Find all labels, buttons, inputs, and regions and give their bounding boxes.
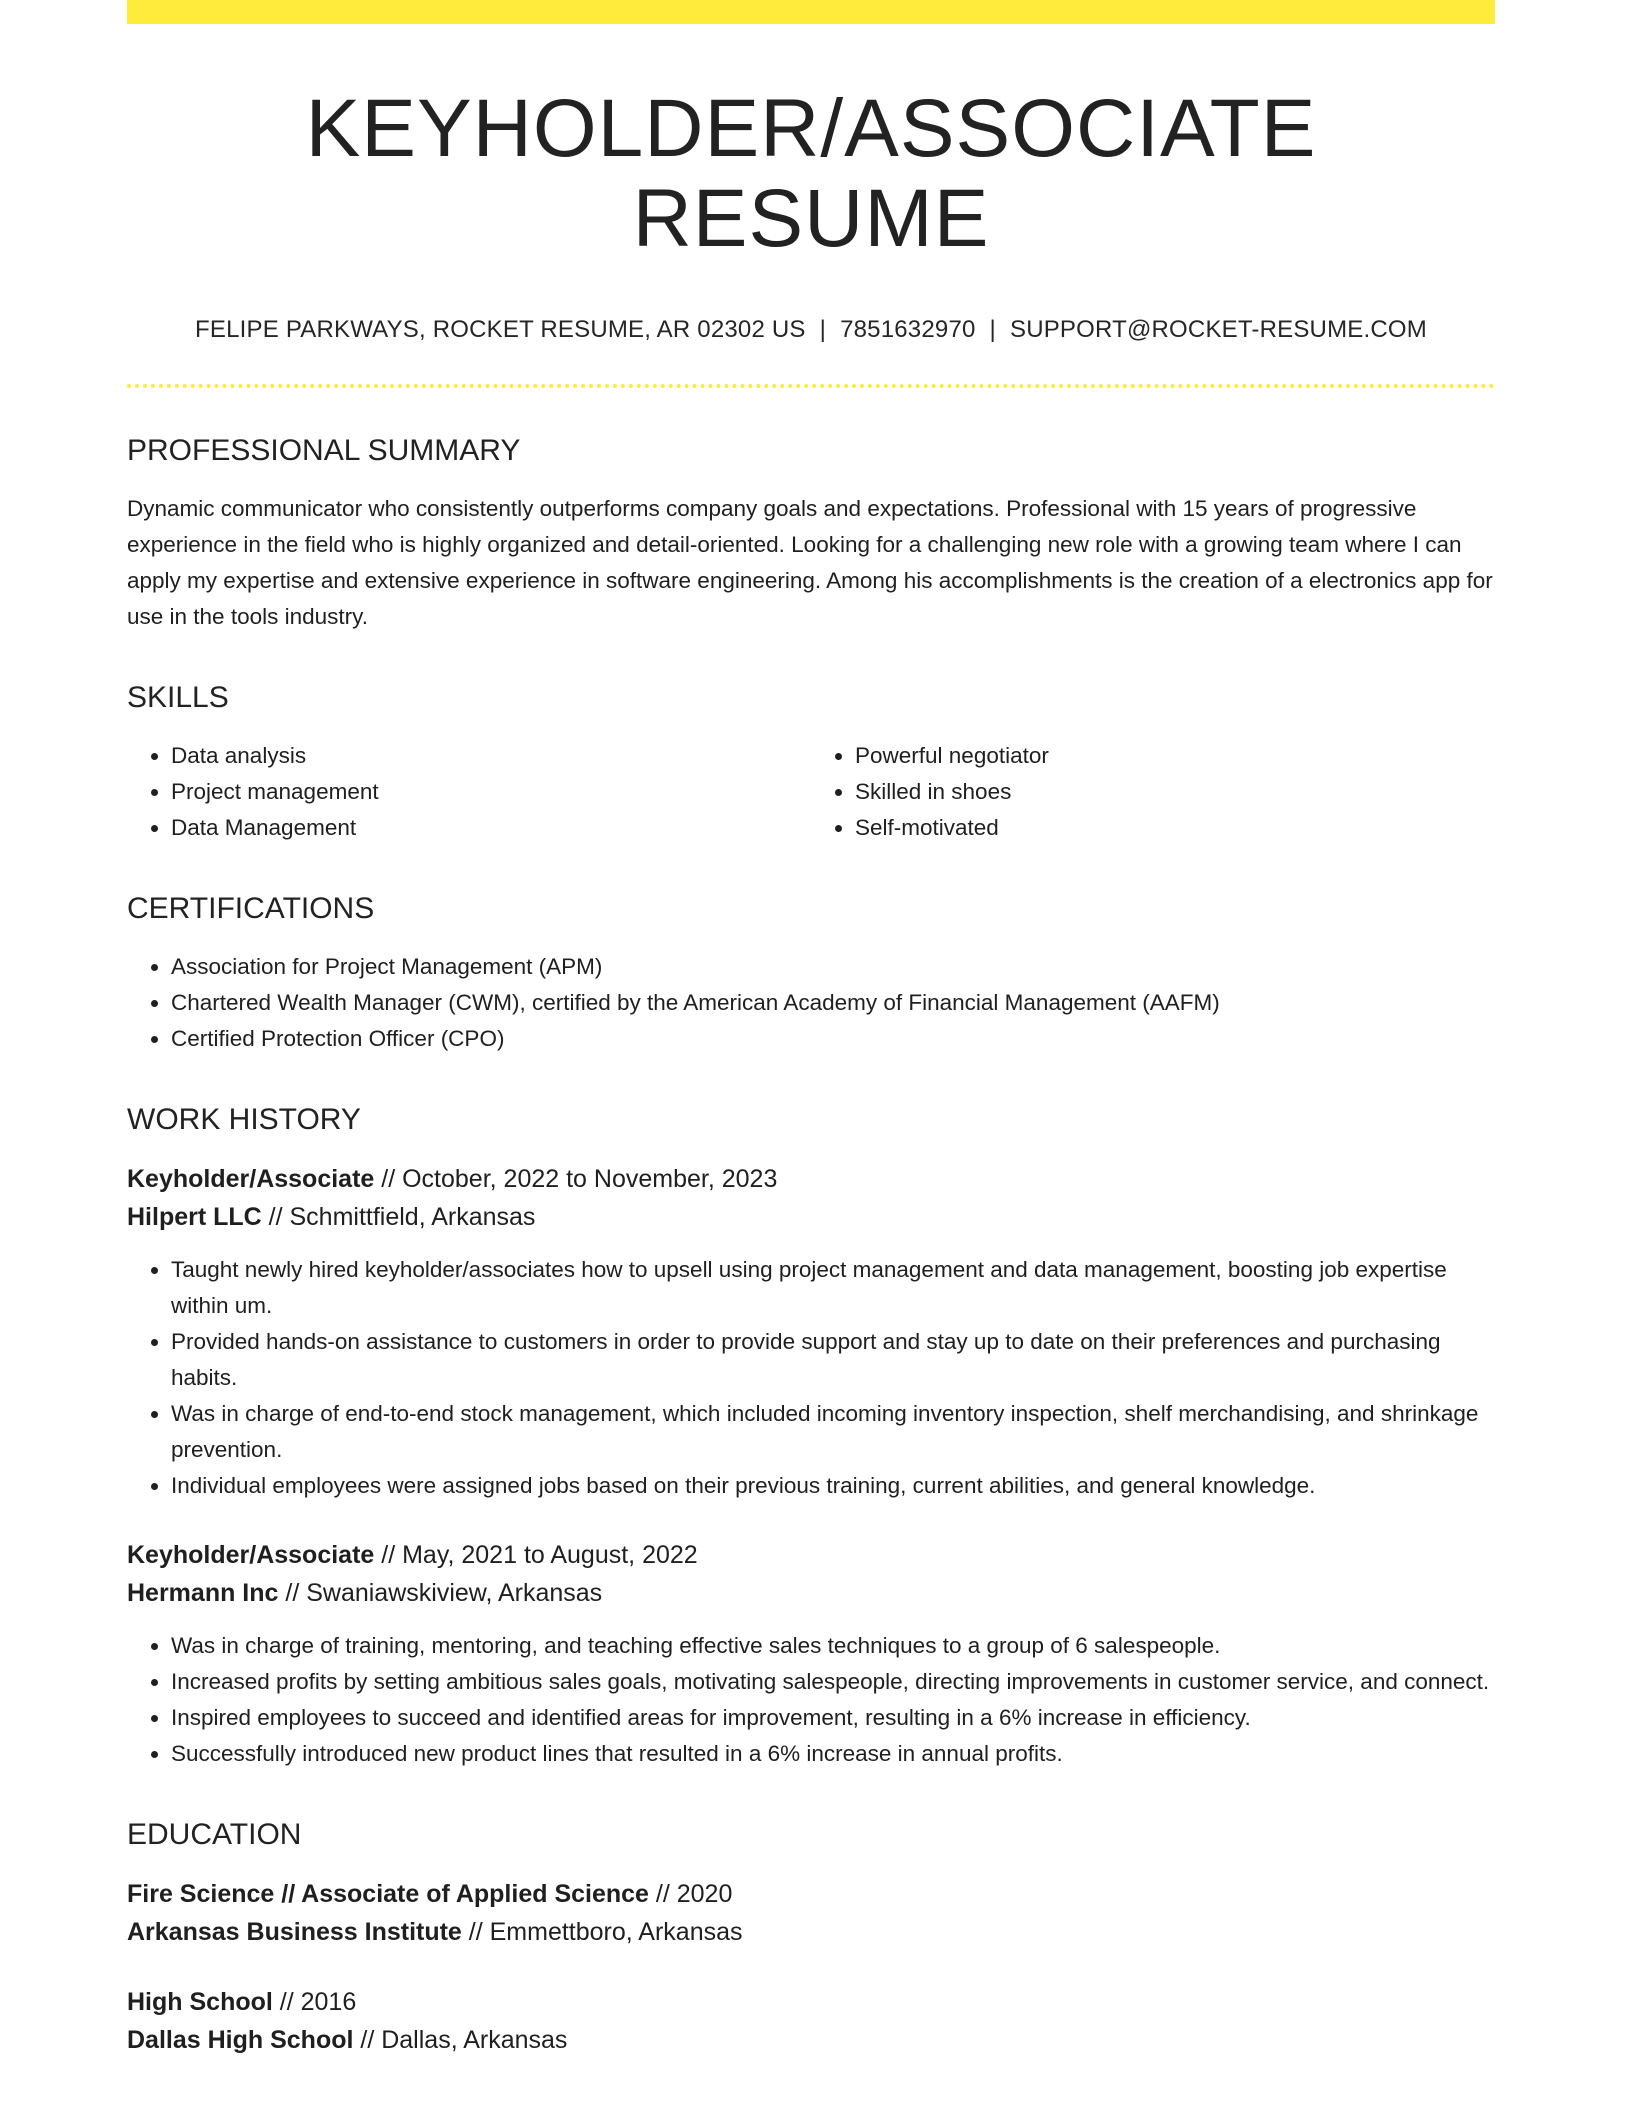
- certifications-heading: CERTIFICATIONS: [127, 892, 375, 926]
- certification-item: • Association for Project Management (APM): [171, 949, 1495, 985]
- education-entry: [127, 1983, 1495, 2059]
- job-bullet: • Successfully introduced new product lines that resulted in a 6% increase in annual profits.: [171, 1736, 1495, 1772]
- job-dates: // May, 2021 to August, 2022: [374, 1541, 698, 1570]
- job-location: // Swaniawskiview, Arkansas: [278, 1579, 603, 1608]
- accent-top-bar: [127, 0, 1495, 24]
- education-year: // 2016: [272, 1988, 357, 2017]
- job-bullet: • Individual employees were assigned jobs based on their previous training, current abilities, and general knowledge.: [171, 1468, 1495, 1504]
- certification-item: • Certified Protection Officer (CPO): [171, 1021, 1495, 1057]
- education-heading: EDUCATION: [127, 1818, 302, 1852]
- job-entry: [127, 1536, 1495, 1772]
- job-location: // Schmittfield, Arkansas: [261, 1203, 536, 1232]
- job-company: Hilpert LLC: [127, 1203, 262, 1232]
- contact-phone: 7851632970: [840, 316, 976, 344]
- contact-separator: |: [989, 316, 996, 344]
- job-company-line: [127, 1198, 1495, 1236]
- skills-list: [127, 714, 1495, 846]
- education-school-line: [127, 1913, 1495, 1951]
- certification-item: • Chartered Wealth Manager (CWM), certified by the American Academy of Financial Management (AAFM): [171, 985, 1495, 1021]
- skill-item: • Self-motivated: [855, 810, 1495, 846]
- summary-heading: PROFESSIONAL SUMMARY: [127, 434, 521, 468]
- education-degree-line: [127, 1875, 1495, 1913]
- contact-address: FELIPE PARKWAYS, ROCKET RESUME, AR 02302 US: [195, 316, 806, 344]
- skills-column-right: [811, 738, 1495, 846]
- contact-email: SUPPORT@ROCKET-RESUME.COM: [1009, 316, 1427, 344]
- skill-item: • Project management: [171, 774, 811, 810]
- job-title: Keyholder/Associate: [127, 1541, 375, 1570]
- education-school: Dallas High School: [127, 2026, 354, 2055]
- skill-item: • Powerful negotiator: [855, 738, 1495, 774]
- education-location: // Dallas, Arkansas: [353, 2026, 568, 2055]
- job-bullet: • Inspired employees to succeed and identified areas for improvement, resulting in a 6% increase in efficiency.: [171, 1700, 1495, 1736]
- job-bullets: [127, 1252, 1495, 1504]
- job-entry: [127, 1160, 1495, 1504]
- job-company-line: [127, 1574, 1495, 1612]
- job-bullets: [127, 1628, 1495, 1772]
- resume-page: [127, 0, 1495, 2059]
- contact-line: [127, 316, 1495, 344]
- education-degree: High School: [127, 1988, 273, 2017]
- job-title-line: [127, 1160, 1495, 1198]
- skill-item: • Skilled in shoes: [855, 774, 1495, 810]
- education-degree: Fire Science // Associate of Applied Science: [127, 1880, 649, 1909]
- education-location: // Emmettboro, Arkansas: [461, 1918, 743, 1947]
- education-entry: [127, 1875, 1495, 1951]
- contact-separator: |: [819, 316, 827, 344]
- job-title: Keyholder/Associate: [127, 1165, 375, 1194]
- education-year: // 2020: [648, 1880, 733, 1909]
- job-dates: // October, 2022 to November, 2023: [374, 1165, 778, 1194]
- skills-heading: SKILLS: [127, 681, 229, 715]
- resume-title: KEYHOLDER/ASSOCIATE RESUME: [305, 83, 1317, 265]
- job-title-line: [127, 1536, 1495, 1574]
- work-history-heading: WORK HISTORY: [127, 1103, 361, 1137]
- job-bullet: • Taught newly hired keyholder/associates how to upsell using project management and data management, boosting job expertise within um.: [171, 1252, 1495, 1324]
- job-bullet: • Provided hands-on assistance to customers in order to provide support and stay up to date on their preferences and purchasing habits.: [171, 1324, 1495, 1396]
- education-degree-line: [127, 1983, 1495, 2021]
- job-company: Hermann Inc: [127, 1579, 279, 1608]
- summary-text: Dynamic communicator who consistently outperforms company goals and expectations. Professional with 15 years of progressive experience in the field who is highly organized and detail-oriented. Looking for a challenging new role with a growing team where I can apply my expertise and extensive experience in software engineering. Among his accomplishments is the creation of a electronics app for use in the tools industry.: [127, 496, 1493, 630]
- job-bullet: • Was in charge of end-to-end stock management, which included incoming inventory inspection, shelf merchandising, and shrinkage prevention.: [171, 1396, 1495, 1468]
- job-bullet: • Was in charge of training, mentoring, and teaching effective sales techniques to a group of 6 salespeople.: [171, 1628, 1495, 1664]
- education-school: Arkansas Business Institute: [127, 1918, 462, 1947]
- dotted-divider: [127, 384, 1495, 388]
- education-school-line: [127, 2021, 1495, 2059]
- skill-item: • Data Management: [171, 810, 811, 846]
- certifications-list: [127, 949, 1495, 1057]
- job-bullet: • Increased profits by setting ambitious sales goals, motivating salespeople, directing improvements in customer service, and connect.: [171, 1664, 1495, 1700]
- skill-item: • Data analysis: [171, 738, 811, 774]
- skills-column-left: [127, 738, 811, 846]
